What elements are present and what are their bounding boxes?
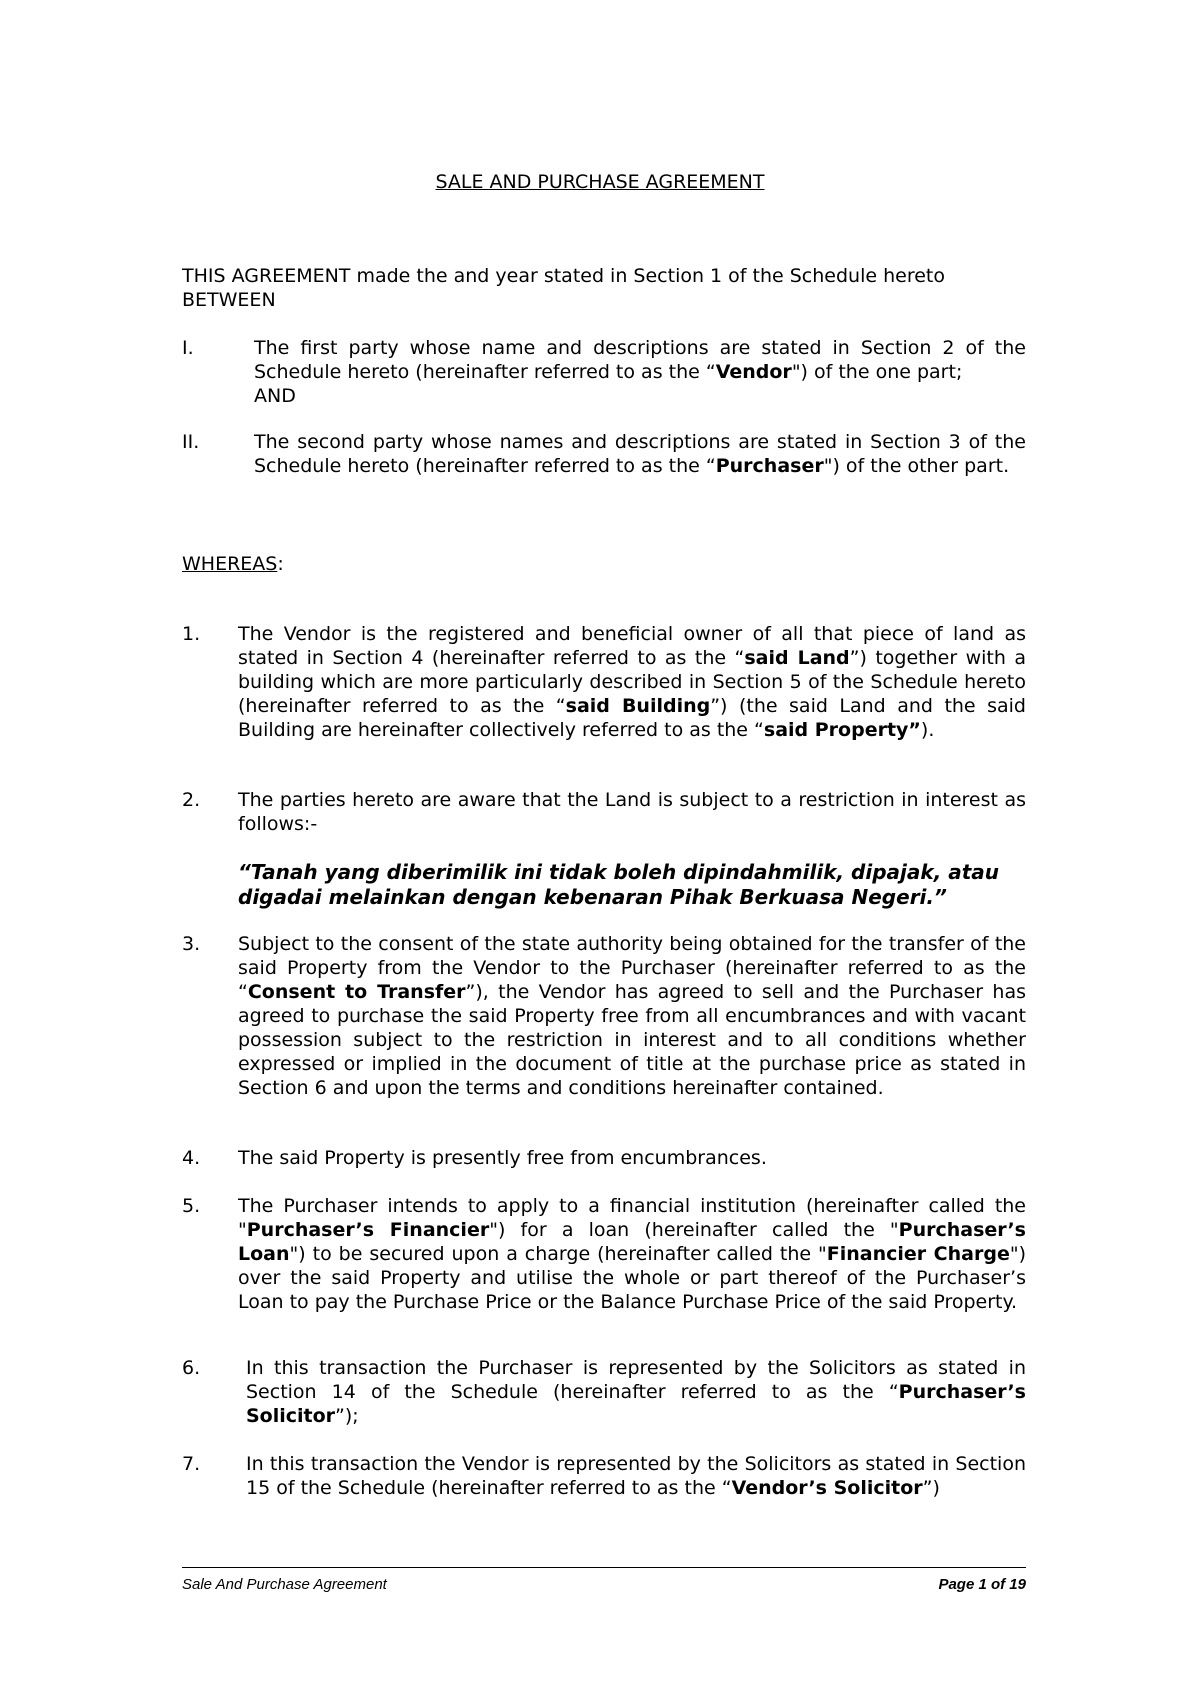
footer-document-name: Sale And Purchase Agreement — [182, 1576, 387, 1593]
party-and: AND — [254, 385, 296, 407]
recital-text: The Vendor is the registered and beneficial owner of all that piece of land as stated in Section 4 (hereinafter referred to as the “said Land”) together with a building which are more particularly described in Section 5 of the Schedule hereto (hereinafter referred to as the “said Building”) (the said Land and the said Building are hereinafter collectively referred to as the “said Property”). — [238, 623, 1026, 741]
recital-text: Subject to the consent of the state authority being obtained for the transfer of the said Property from the Vendor to the Purchaser (hereinafter referred to as the “Consent to Transfer”), the Vendor has agreed to sell and the Purchaser has agreed to purchase the said Property free from all encumbrances and with vacant possession subject to the restriction in interest and to all conditions whether expressed or implied in the document of title at the purchase price as stated in Section 6 and upon the terms and conditions hereinafter contained. — [238, 933, 1026, 1099]
recital-number: 1. — [182, 623, 201, 645]
recital-4 — [182, 1146, 1026, 1170]
recital-text: In this transaction the Purchaser is represented by the Solicitors as stated in Section 14 of the Schedule (hereinafter referred to as the “Purchaser’s Solicitor”); — [246, 1357, 1026, 1427]
defined-term: Vendor — [715, 361, 792, 383]
party-number: II. — [182, 431, 200, 453]
defined-term: Purchaser — [715, 455, 824, 477]
party-first — [182, 336, 1026, 408]
restriction-quote: “Tanah yang diberimilik ini tidak boleh dipindahmilik, dipajak, atau digadai melainkan dengan kebenaran Pihak Berkuasa Negeri.” — [238, 860, 1000, 909]
party-number: I. — [182, 337, 194, 359]
recital-number: 4. — [182, 1147, 201, 1169]
document-title: SALE AND PURCHASE AGREEMENT — [435, 171, 765, 193]
recital-number: 6. — [182, 1357, 201, 1379]
whereas-heading: WHEREAS: — [182, 553, 284, 575]
recital-text: The parties hereto are aware that the Land is subject to a restriction in interest as follows:- — [238, 789, 1026, 835]
party-second — [182, 430, 1026, 478]
recital-5 — [182, 1194, 1026, 1314]
recital-3 — [182, 932, 1026, 1100]
party-text: The second party whose names and descriptions are stated in Section 3 of the Schedule hereto (hereinafter referred to as the “Purchaser") of the other part. — [254, 431, 1026, 477]
recital-6 — [182, 1356, 1026, 1428]
preamble-between: BETWEEN — [182, 289, 276, 311]
footer-page-number: Page 1 of 19 — [938, 1576, 1026, 1593]
recital-1 — [182, 622, 1026, 742]
recital-2 — [182, 788, 1026, 836]
recital-number: 7. — [182, 1453, 201, 1475]
recital-text: The said Property is presently free from encumbrances. — [238, 1147, 767, 1169]
preamble — [182, 264, 1026, 312]
preamble-line: THIS AGREEMENT made the and year stated in Section 1 of the Schedule hereto — [182, 265, 945, 287]
recital-number: 2. — [182, 789, 201, 811]
recital-text: The Purchaser intends to apply to a financial institution (hereinafter called the "Purchaser’s Financier") for a loan (hereinafter called the "Purchaser’s Loan") to be secured upon a charge (hereinafter called the "Financier Charge") over the said Property and utilise the whole or part thereof of the Purchaser’s Loan to pay the Purchase Price or the Balance Purchase Price of the said Property. — [238, 1195, 1026, 1313]
footer-divider — [182, 1567, 1026, 1568]
recital-text: In this transaction the Vendor is represented by the Solicitors as stated in Section 15 of the Schedule (hereinafter referred to as the “Vendor’s Solicitor”) — [246, 1453, 1026, 1499]
recital-number: 5. — [182, 1195, 201, 1217]
party-text: The first party whose name and descriptions are stated in Section 2 of the Schedule hereto (hereinafter referred to as the “Vendor") of the one part; AND — [254, 337, 1026, 407]
recital-7 — [182, 1452, 1026, 1500]
recital-number: 3. — [182, 933, 201, 955]
